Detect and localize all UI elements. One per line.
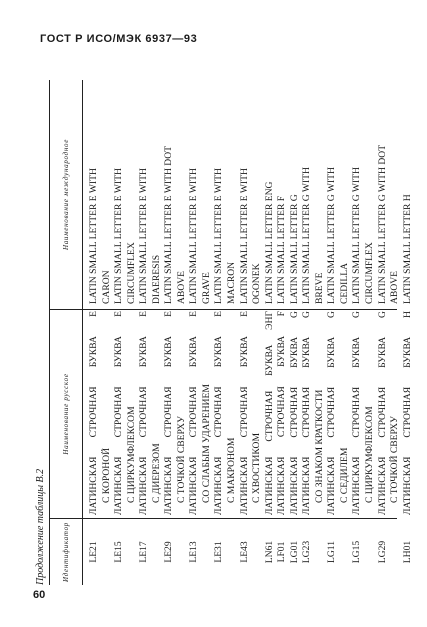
russian-name-line: С КОРОНОЙ [100, 447, 112, 503]
page-number: 60 [33, 589, 46, 601]
international-name-line: LATIN SMALL LETTER E WITH [213, 168, 225, 304]
international-name-line: LATIN SMALL LETTER E WITH [88, 168, 99, 304]
cell-russian-name [138, 311, 163, 515]
cell-russian-name [163, 311, 188, 515]
cell-russian-name [377, 311, 402, 515]
cell-international-name [402, 80, 415, 304]
cell-identifier: LG11 [326, 540, 338, 564]
cell-international-name [188, 80, 213, 304]
cell-russian-name [326, 311, 351, 515]
international-name-line: LATIN SMALL LETTER G WITH [326, 167, 338, 304]
international-name-line: LATIN SMALL LETTER E WITH [113, 168, 125, 304]
document-header: ГОСТ Р ИСО/МЭК 6937—93 [40, 33, 198, 45]
international-name-line: LATIN SMALL LETTER G WITH [351, 167, 363, 304]
cell-international-name [276, 80, 289, 304]
russian-name-line: ЛАТИНСКАЯ СТРОЧНАЯ БУКВА G [301, 311, 313, 515]
cell-russian-name [289, 311, 302, 515]
cell-international-name [351, 80, 376, 304]
russian-name-line: ЛАТИНСКАЯ СТРОЧНАЯ БУКВА ЭНГ [263, 311, 275, 515]
cell-russian-name [113, 311, 138, 515]
russian-name-line: С СЕДИЛЕМ [338, 447, 350, 503]
russian-name-line: С ТОЧКОЙ СВЕРХУ [389, 416, 401, 503]
russian-name-line: ЛАТИНСКАЯ СТРОЧНАЯ БУКВА E [188, 311, 200, 515]
cell-identifier: LN61 [263, 540, 275, 564]
cell-identifier: LG29 [376, 540, 388, 564]
characters-table [49, 80, 413, 585]
russian-name-line: СО ЗНАКОМ КРАТКОСТИ [313, 389, 325, 503]
international-name-line: LATIN SMALL LETTER H [401, 194, 413, 304]
international-name-line: LATIN SMALL LETTER E WITH [138, 168, 150, 304]
russian-name-line: С ЦИРКУМФЛЕКСОМ [125, 406, 137, 503]
cell-international-name [113, 80, 138, 304]
cell-international-name [88, 80, 113, 304]
russian-name-line: ЛАТИНСКАЯ СТРОЧНАЯ БУКВА E [213, 311, 225, 515]
cell-international-name [138, 80, 163, 304]
international-name-line: BREVE [313, 272, 325, 304]
cell-international-name [289, 80, 302, 304]
rotated-table-block [35, 80, 413, 585]
international-name-line: MACRON [226, 261, 238, 304]
cell-russian-name [351, 311, 376, 515]
cell-identifier: LE21 [88, 541, 99, 563]
cell-russian-name [188, 311, 213, 515]
table-row [402, 80, 415, 585]
russian-name-line: С ЦИРКУМФЛЕКСОМ [364, 406, 376, 503]
international-name-line: DIAERESIS [150, 254, 162, 304]
cell-identifier: LE17 [138, 541, 150, 563]
table-row [138, 80, 163, 585]
russian-name-line: ЛАТИНСКАЯ СТРОЧНАЯ БУКВА E [138, 311, 150, 515]
international-name-line: CIRCUMFLEX [125, 242, 137, 304]
cell-identifier: LF01 [276, 541, 288, 563]
international-name-line: LATIN SMALL LETTER ENG [263, 181, 275, 304]
cell-international-name [326, 80, 351, 304]
russian-name-line: ЛАТИНСКАЯ СТРОЧНАЯ БУКВА E [163, 311, 175, 515]
cell-russian-name [276, 311, 289, 515]
table-row [326, 80, 351, 585]
table-row [377, 80, 402, 585]
table-row [264, 80, 277, 585]
international-name-line: LATIN SMALL LETTER G [288, 194, 300, 304]
cell-international-name [301, 80, 326, 304]
cell-identifier: LE29 [163, 541, 175, 563]
international-name-line: CIRCUMFLEX [364, 242, 376, 304]
international-name-line: CEDILLA [338, 262, 350, 304]
table-row [301, 80, 326, 585]
cell-international-name [264, 80, 277, 304]
international-name-line: GRAVE [200, 272, 212, 304]
column-header-international-name: Наименование международное [62, 138, 70, 251]
cell-international-name [377, 80, 402, 304]
international-name-line: LATIN SMALL LETTER G WITH DOT [376, 144, 388, 304]
table-row [289, 80, 302, 585]
russian-name-line: ЛАТИНСКАЯ СТРОЧНАЯ БУКВА H [401, 311, 413, 515]
cell-russian-name [239, 311, 264, 515]
cell-identifier: LE31 [213, 541, 225, 563]
table-row [88, 80, 113, 585]
cell-identifier: LE15 [113, 541, 125, 563]
russian-name-line: СО СЛАБЫМ УДАРЕНИЕМ [200, 384, 212, 503]
russian-name-line: ЛАТИНСКАЯ СТРОЧНАЯ БУКВА E [238, 311, 250, 515]
international-name-line: ABOVE [175, 270, 187, 304]
table-row [276, 80, 289, 585]
cell-identifier: LG01 [288, 540, 300, 564]
table-row [213, 80, 238, 585]
russian-name-line: ЛАТИНСКАЯ СТРОЧНАЯ БУКВА E [88, 311, 99, 515]
russian-name-line: ЛАТИНСКАЯ СТРОЧНАЯ БУКВА G [288, 311, 300, 515]
russian-name-line: С МАКРОНОМ [226, 437, 238, 503]
international-name-line: LATIN SMALL LETTER E WITH [238, 168, 250, 304]
cell-identifier: LE13 [188, 541, 200, 563]
international-name-line: OGONEK [251, 263, 263, 304]
international-name-line: LATIN SMALL LETTER E WITH DOT [163, 145, 175, 304]
cell-international-name [213, 80, 238, 304]
russian-name-line: С ДИЕРЕЗОМ [150, 443, 162, 503]
russian-name-line: ЛАТИНСКАЯ СТРОЧНАЯ БУКВА F [276, 311, 288, 515]
cell-russian-name [88, 311, 113, 515]
russian-name-line: С ХВОСТИКОМ [251, 433, 263, 503]
table-row [188, 80, 213, 585]
cell-identifier: LG23 [301, 540, 313, 564]
russian-name-line: ЛАТИНСКАЯ СТРОЧНАЯ БУКВА G [326, 311, 338, 515]
table-row [351, 80, 376, 585]
cell-international-name [239, 80, 264, 304]
cell-russian-name [264, 311, 277, 515]
table-row [113, 80, 138, 585]
cell-identifier: LG15 [351, 540, 363, 564]
table-row [239, 80, 264, 585]
international-name-line: LATIN SMALL LETTER F [276, 195, 288, 304]
table-header-row [49, 80, 83, 585]
cell-russian-name [213, 311, 238, 515]
international-name-line: LATIN SMALL LETTER G WITH [301, 167, 313, 304]
international-name-line: ABOVE [389, 270, 401, 304]
column-header-russian-name: Наименование русское [62, 373, 70, 455]
cell-identifier: LH01 [401, 540, 413, 564]
russian-name-line: С ТОЧКОЙ СВЕРХУ [175, 416, 187, 503]
cell-russian-name [402, 311, 415, 515]
table-body [88, 80, 414, 585]
cell-russian-name [301, 311, 326, 515]
table-row [163, 80, 188, 585]
cell-international-name [163, 80, 188, 304]
russian-name-line: ЛАТИНСКАЯ СТРОЧНАЯ БУКВА E [113, 311, 125, 515]
table-caption: Продолжение таблицы В.2 [35, 468, 46, 585]
russian-name-line: ЛАТИНСКАЯ СТРОЧНАЯ БУКВА G [376, 311, 388, 515]
russian-name-line: ЛАТИНСКАЯ СТРОЧНАЯ БУКВА G [351, 311, 363, 515]
column-header-id: Идентификатор [62, 521, 70, 583]
international-name-line: CARON [100, 270, 112, 304]
cell-identifier: LE43 [238, 541, 250, 563]
international-name-line: LATIN SMALL LETTER E WITH [188, 168, 200, 304]
